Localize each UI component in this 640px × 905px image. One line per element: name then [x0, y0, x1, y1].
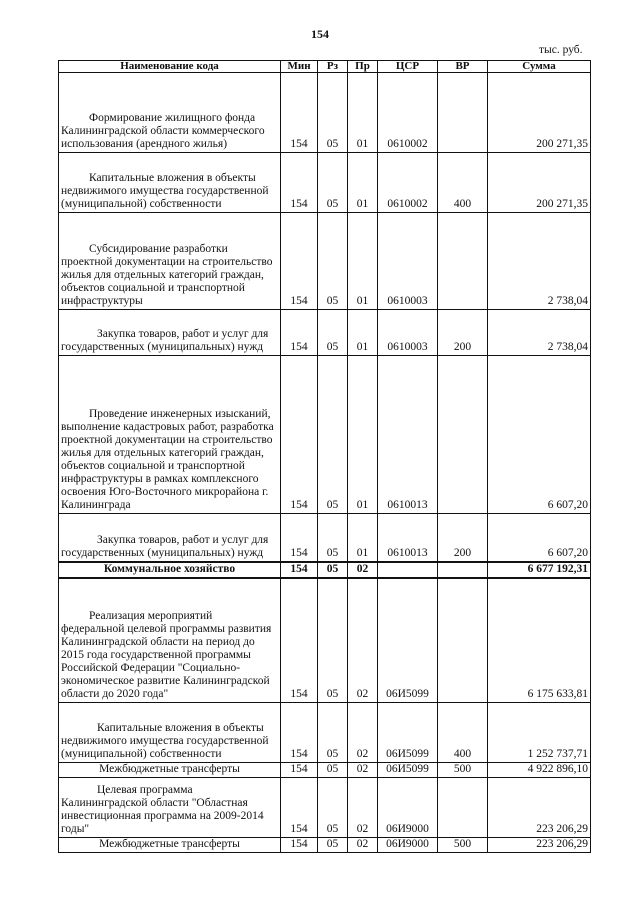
- table-row: [59, 213, 591, 310]
- row-sum: 6 175 633,81: [488, 578, 591, 703]
- header-pr: Пр: [348, 61, 378, 73]
- row-csr: 0610002: [378, 73, 438, 153]
- row-min: 154: [281, 703, 318, 763]
- row-rz: 05: [318, 778, 348, 838]
- row-vr: 500: [438, 763, 488, 778]
- row-sum: 2 738,04: [488, 213, 591, 310]
- row-name: Межбюджетные трансферты: [59, 838, 281, 853]
- table-row: [59, 703, 591, 763]
- row-min: 154: [281, 562, 318, 578]
- row-name: Закупка товаров, работ и услуг для государственных (муниципальных) нужд: [59, 310, 281, 356]
- row-vr: 200: [438, 310, 488, 356]
- header-rz: Рз: [318, 61, 348, 73]
- row-name: Проведение инженерных изысканий, выполнение кадастровых работ, разработка проектной документации на строительство жилья для отдельных категорий граждан, объектов социальной и транспортной инфраструктуры в рамках комплексного освоения Юго-Восточного микрорайона г. Калининграда: [59, 356, 281, 514]
- header-name: Наименование кода: [59, 61, 281, 73]
- row-name: Реализация мероприятий федеральной целевой программы развития Калининградской области на период до 2015 года государственной программы Российской Федерации "Социально-экономическое развитие Калининградской области до 2020 года": [59, 578, 281, 703]
- header-csr: ЦСР: [378, 61, 438, 73]
- header-sum: Сумма: [488, 61, 591, 73]
- row-vr: 200: [438, 514, 488, 562]
- row-vr: 500: [438, 838, 488, 853]
- row-rz: 05: [318, 310, 348, 356]
- row-sum: 223 206,29: [488, 778, 591, 838]
- row-rz: 05: [318, 213, 348, 310]
- row-csr: 0610013: [378, 356, 438, 514]
- row-pr: 02: [348, 703, 378, 763]
- row-rz: 05: [318, 153, 348, 213]
- row-rz: 05: [318, 356, 348, 514]
- row-pr: 02: [348, 838, 378, 853]
- row-min: 154: [281, 763, 318, 778]
- row-name: Коммунальное хозяйство: [59, 562, 281, 578]
- row-pr: 01: [348, 73, 378, 153]
- row-pr: 01: [348, 310, 378, 356]
- row-name: Капитальные вложения в объекты недвижимого имущества государственной (муниципальной) собственности: [59, 703, 281, 763]
- row-pr: 01: [348, 213, 378, 310]
- table-row: [59, 153, 591, 213]
- page-number: 154: [311, 27, 329, 41]
- row-sum: 1 252 737,71: [488, 703, 591, 763]
- row-sum: 6 607,20: [488, 514, 591, 562]
- row-csr: 06И9000: [378, 838, 438, 853]
- header-min: Мин: [281, 61, 318, 73]
- table-row: [59, 73, 591, 153]
- row-rz: 05: [318, 763, 348, 778]
- row-min: 154: [281, 514, 318, 562]
- row-pr: 01: [348, 514, 378, 562]
- row-sum: 200 271,35: [488, 73, 591, 153]
- row-csr: 0610003: [378, 310, 438, 356]
- row-name: Субсидирование разработки проектной документации на строительство жилья для отдельных категорий граждан, объектов социальной и транспортной инфраструктуры: [59, 213, 281, 310]
- header-vr: ВР: [438, 61, 488, 73]
- row-csr: [378, 562, 438, 578]
- row-vr: 400: [438, 153, 488, 213]
- row-name: Целевая программа Калининградской области "Областная инвестиционная программа на 2009-2014 годы": [59, 778, 281, 838]
- row-rz: 05: [318, 514, 348, 562]
- row-rz: 05: [318, 838, 348, 853]
- row-rz: 05: [318, 562, 348, 578]
- row-min: 154: [281, 356, 318, 514]
- row-min: 154: [281, 778, 318, 838]
- row-vr: [438, 213, 488, 310]
- row-name: Капитальные вложения в объекты недвижимого имущества государственной (муниципальной) собственности: [59, 153, 281, 213]
- row-name: Межбюджетные трансферты: [59, 763, 281, 778]
- row-pr: 02: [348, 562, 378, 578]
- row-name: Формирование жилищного фонда Калининградской области коммерческого использования (арендного жилья): [59, 73, 281, 153]
- row-rz: 05: [318, 73, 348, 153]
- row-csr: 06И9000: [378, 778, 438, 838]
- unit-label: тыс. руб.: [539, 44, 583, 56]
- row-vr: [438, 778, 488, 838]
- table-row: [59, 578, 591, 703]
- table-header-row: [59, 61, 591, 73]
- row-sum: 4 922 896,10: [488, 763, 591, 778]
- table-row: [59, 514, 591, 562]
- row-sum: 200 271,35: [488, 153, 591, 213]
- row-sum: 6 677 192,31: [488, 562, 591, 578]
- row-sum: 2 738,04: [488, 310, 591, 356]
- row-rz: 05: [318, 578, 348, 703]
- row-min: 154: [281, 153, 318, 213]
- row-name: Закупка товаров, работ и услуг для государственных (муниципальных) нужд: [59, 514, 281, 562]
- table-row: [59, 356, 591, 514]
- row-min: 154: [281, 213, 318, 310]
- row-vr: [438, 356, 488, 514]
- row-pr: 01: [348, 153, 378, 213]
- row-vr: 400: [438, 703, 488, 763]
- row-pr: 02: [348, 763, 378, 778]
- row-csr: 0610013: [378, 514, 438, 562]
- row-sum: 6 607,20: [488, 356, 591, 514]
- row-vr: [438, 578, 488, 703]
- row-vr: [438, 73, 488, 153]
- budget-table: [58, 60, 591, 853]
- row-vr: [438, 562, 488, 578]
- row-min: 154: [281, 73, 318, 153]
- table-row: [59, 778, 591, 838]
- row-csr: 06И5099: [378, 703, 438, 763]
- row-min: 154: [281, 578, 318, 703]
- row-pr: 01: [348, 356, 378, 514]
- table-row: [59, 310, 591, 356]
- table-row: [59, 763, 591, 778]
- row-csr: 0610002: [378, 153, 438, 213]
- row-pr: 02: [348, 778, 378, 838]
- row-csr: 06И5099: [378, 578, 438, 703]
- row-sum: 223 206,29: [488, 838, 591, 853]
- row-csr: 06И5099: [378, 763, 438, 778]
- table-row-section: [59, 562, 591, 578]
- row-min: 154: [281, 838, 318, 853]
- row-csr: 0610003: [378, 213, 438, 310]
- table-row: [59, 838, 591, 853]
- row-pr: 02: [348, 578, 378, 703]
- row-rz: 05: [318, 703, 348, 763]
- row-min: 154: [281, 310, 318, 356]
